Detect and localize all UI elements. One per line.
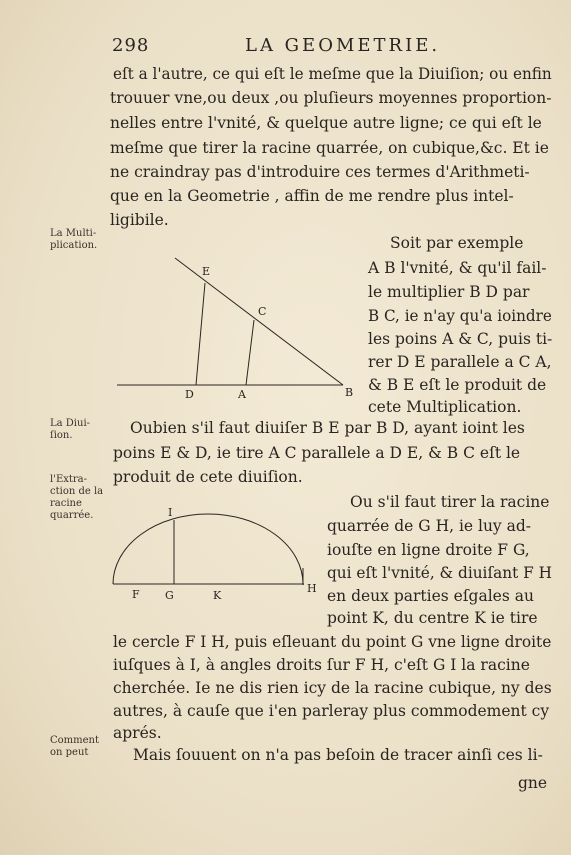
text-line: Ou s'il faut tirer la racine xyxy=(350,493,550,511)
text-line: nelles entre l'vnité, & quelque autre ligne; ce qui eſt le xyxy=(110,114,542,132)
text-line: B C, ie n'ay qu'a ioindre xyxy=(368,307,552,325)
text-line: poins E & D, ie tire A C parallele a D E, & B C eſt le xyxy=(113,444,521,462)
margin-note-line: racine xyxy=(50,498,82,509)
fig1-label-c: C xyxy=(258,305,267,318)
margin-note-line: La Diui- xyxy=(50,418,91,429)
fig1-label-a: A xyxy=(238,388,246,401)
fig1-label-d: D xyxy=(185,388,194,401)
text-line-last: Mais ſouuent on n'a pas beſoin de tracer ainſi ces li- xyxy=(133,746,543,764)
fig2-label-k: K xyxy=(213,589,222,602)
text-line: que en la Geometrie , affin de me rendre plus intel- xyxy=(110,187,514,205)
text-line: iouſte en ligne droite F G, xyxy=(327,541,530,559)
margin-note-line: quarrée. xyxy=(50,510,94,521)
text-line: les poins A & C, puis ti- xyxy=(368,330,553,348)
page-number: 298 xyxy=(112,35,150,56)
text-line: meſme que tirer la racine quarrée, on cubique,&c. Et ie xyxy=(110,139,549,157)
margin-note-line: Comment xyxy=(50,735,100,746)
text-line: ne craindray pas d'introduire ces termes d'Arithmeti- xyxy=(110,163,530,181)
margin-note-line: plication. xyxy=(50,240,98,251)
text-line: trouuer vne,ou deux ,ou pluſieurs moyennes proportion- xyxy=(110,89,552,107)
margin-note-line: La Multi- xyxy=(50,228,97,239)
fig2-label-g: G xyxy=(165,589,174,602)
text-line: produit de cete diuiſion. xyxy=(113,468,303,486)
margin-note-line: ſion. xyxy=(50,430,73,441)
text-line: ligibile. xyxy=(110,211,169,229)
margin-note-line: on peut xyxy=(50,747,89,758)
fig2-label-f: F xyxy=(132,588,140,601)
margin-note-line: l'Extra- xyxy=(50,474,88,485)
running-title: LA GEOMETRIE. xyxy=(245,35,441,56)
fig1-label-e: E xyxy=(202,265,211,278)
fig2-label-h: H xyxy=(307,582,317,595)
fig1-label-b: B xyxy=(345,386,354,399)
text-line: eſt a l'autre, ce qui eſt le meſme que la Diuiſion; ou enfin xyxy=(113,65,552,83)
text-line: rer D E parallele a C A, xyxy=(368,353,552,371)
text-line: aprés. xyxy=(113,724,162,742)
text-line: A B l'vnité, & qu'il fail- xyxy=(368,259,547,277)
text-line: le cercle F I H, puis eſleuant du point G vne ligne droite xyxy=(113,633,552,651)
text-line: en deux parties eſgales au xyxy=(327,587,534,605)
text-line: le multiplier B D par xyxy=(368,283,530,301)
text-line: iuſques à I, à angles droits ſur F H, c'eſt G I la racine xyxy=(113,656,530,674)
fig2-label-i: I xyxy=(168,506,173,519)
text-line: point K, du centre K ie tire xyxy=(327,609,538,627)
text-line: quarrée de G H, ie luy ad- xyxy=(327,517,532,535)
text-line: qui eſt l'vnité, & diuiſant F H xyxy=(327,564,552,582)
semicircle-fih xyxy=(113,514,303,584)
text-line: & B E eſt le produit de xyxy=(368,376,547,394)
margin-note-line: ction de la xyxy=(50,486,104,497)
text-line: cherchée. Ie ne dis rien icy de la racine cubique, ny des xyxy=(113,679,552,697)
catchword: gne xyxy=(518,774,548,792)
text-line: Soit par exemple xyxy=(390,234,524,252)
text-line: cete Multiplication. xyxy=(368,398,522,416)
text-line: autres, à cauſe que i'en parleray plus commodement cy xyxy=(113,702,550,720)
text-line: Oubien s'il faut diuiſer B E par B D, ayant ioint les xyxy=(130,419,525,437)
